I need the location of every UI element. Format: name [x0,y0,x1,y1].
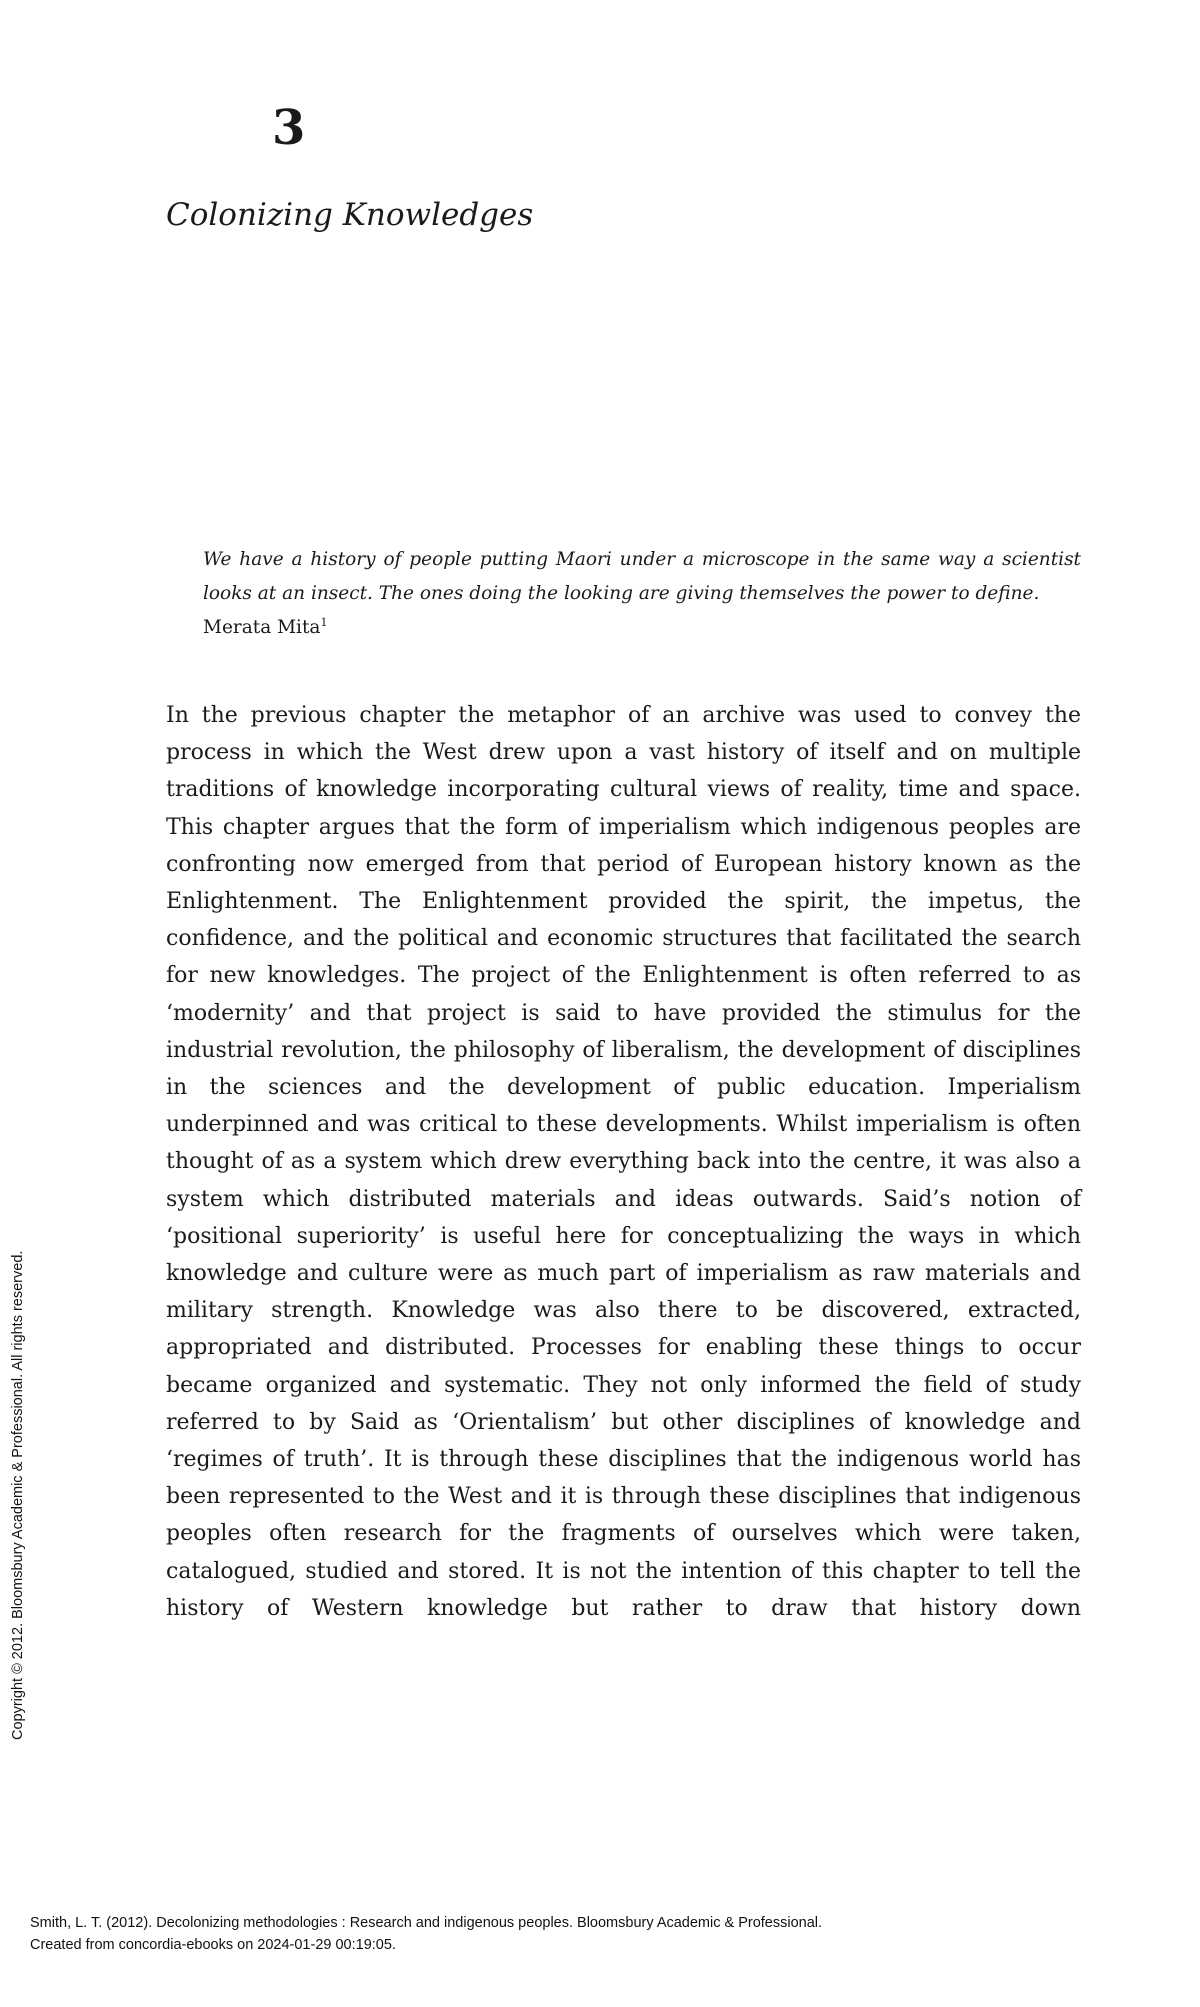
footer-created: Created from concordia-ebooks on 2024-01-29 00:19:05. [30,1937,396,1953]
footnote-marker[interactable]: 1 [320,615,328,629]
copyright-notice: Copyright © 2012. Bloomsbury Academic & Professional. All rights reserved. [10,1250,26,1740]
footer-citation: Smith, L. T. (2012). Decolonizing methodologies : Research and indigenous peoples. Bloomsbury Academic & Professional. [30,1915,823,1931]
chapter-number: 3 [272,100,306,156]
body-paragraph: In the previous chapter the metaphor of an archive was used to convey the process in which the West drew upon a vast history of itself and on multiple traditions of knowledge incorporating cultural views of reality, time and space. This chapter argues that the form of imperialism which indigenous peoples are confronting now emerged from that period of European history known as the Enlightenment. The Enlightenment provided the spirit, the impetus, the confidence, and the political and economic structures that facilitated the search for new knowledges. The project of the Enlightenment is often referred to as ‘modernity’ and that project is said to have provided the stimulus for the industrial revolution, the philosophy of liberalism, the development of disciplines in the sciences and the development of public education. Imperialism underpinned and was critical to these developments. Whilst imperialism is often thought of as a system which drew everything back into the centre, it was also a system which distributed materials and ideas outwards. Said’s notion of ‘positional superiority’ is useful here for conceptualizing the ways in which knowledge and culture were as much part of imperialism as raw materials and military strength. Knowledge was also there to be discovered, extracted, appropriated and distributed. Processes for enabling these things to occur became organized and systematic. They not only informed the field of study referred to by Said as ‘Orientalism’ but other disciplines of knowledge and ‘regimes of truth’. It is through these disciplines that the indigenous world has been represented to the West and it is through these disciplines that indigenous peoples often research for the fragments of ourselves which were taken, catalogued, studied and stored. It is not the intention of this chapter to tell the history of Western knowledge but rather to draw that history down [166,703,1081,1621]
epigraph [203,543,1081,645]
chapter-title: Colonizing Knowledges [166,197,534,233]
page-footer [30,1912,822,1956]
epigraph-author: Merata Mita [203,617,321,638]
epigraph-attribution [203,611,1081,645]
epigraph-quote: We have a history of people putting Maori under a microscope in the same way a scientist looks at an insect. The ones doing the looking are giving themselves the power to define. [203,549,1081,604]
